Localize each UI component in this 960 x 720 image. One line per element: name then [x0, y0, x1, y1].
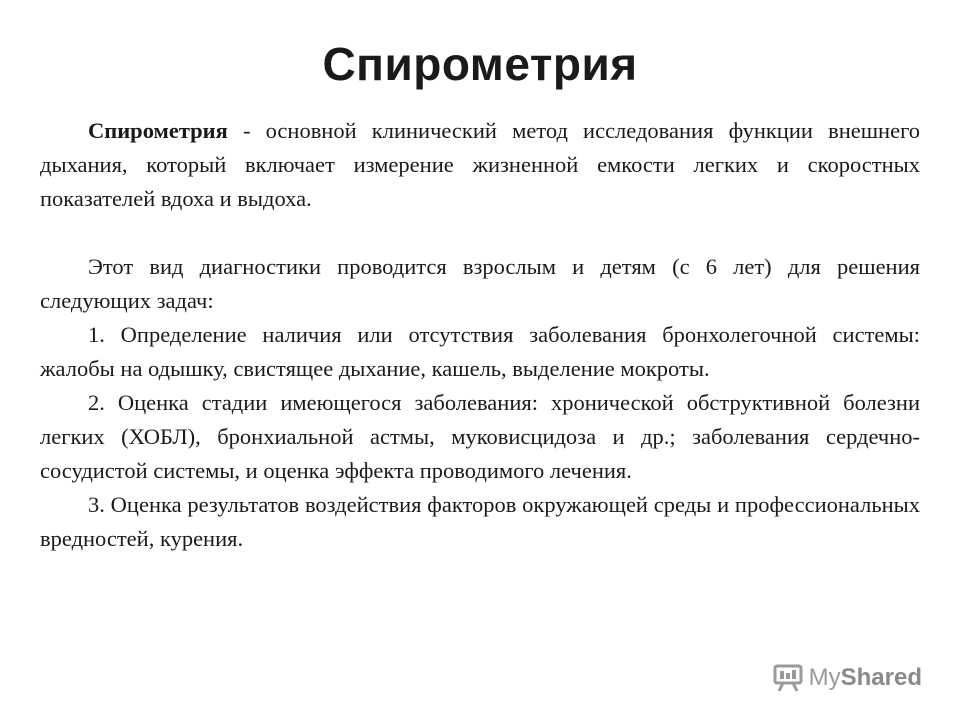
- watermark-logo: [773, 664, 922, 692]
- definition-text: - основной клинический метод исследования функции внешнего дыхания, который включает измерение жизненной емкости легких и скоростных показателей вдоха и выдоха.: [40, 118, 920, 211]
- definition-paragraph: [40, 114, 920, 216]
- task-item-1: 1. Определение наличия или отсутствия заболевания бронхолегочной системы: жалобы на одышку, свистящее дыхание, кашель, выделение мокроты.: [40, 322, 920, 381]
- task-item-3: 3. Оценка результатов воздействия факторов окружающей среды и профессиональных вредностей, курения.: [40, 492, 920, 551]
- presentation-board-icon: [773, 664, 803, 692]
- slide-body: [40, 114, 920, 556]
- watermark-text: MyShared: [808, 664, 922, 691]
- task-item-2: 2. Оценка стадии имеющегося заболевания: хронической обструктивной болезни легких (ХОБЛ), бронхиальной астмы, муковисцидоза и др.; заболевания сердечно-сосудистой системы, и оценка эффекта проводимого лечения.: [40, 390, 920, 483]
- page-title: Спирометрия: [322, 38, 638, 90]
- definition-term: Спирометрия: [88, 118, 228, 143]
- intro-paragraph: Этот вид диагностики проводится взрослым и детям (с 6 лет) для решения следующих задач:: [40, 254, 920, 313]
